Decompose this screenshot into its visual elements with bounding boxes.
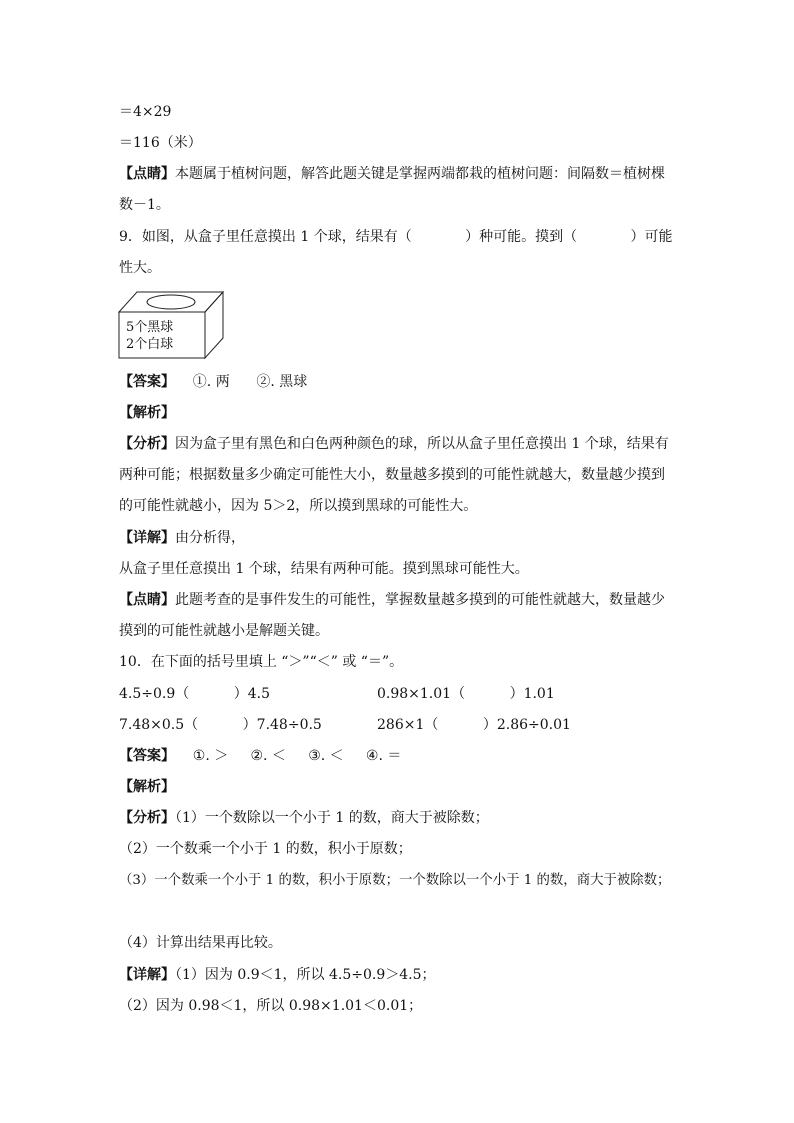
answer-tag: 【答案】 [119,374,175,390]
q10-row1-left: 4.5÷0.9（ ）4.5 [119,686,271,702]
fenxi-text: 因为盒子里有黑色和白色两种颜色的球，所以从盒子里任意摸出 1 个球，结果有 [175,436,669,452]
q10-fenxi-line-4: （4）计算出结果再比较。 [119,935,282,951]
q9-fenxi-line-3: 的可能性就越小，因为 5＞2，所以摸到黑球的可能性大。 [119,498,478,514]
label-black-balls: 5个黑球 [126,320,174,335]
comment-text: 本题属于植树问题，解答此题关键是掌握两端都栽的植树问题：间隔数＝植树棵 [175,166,665,182]
q9-dianjing-line-2: 摸到的可能性就越小是解题关键。 [119,623,329,639]
ball-box-drawing [117,290,225,360]
prev-comment-line-1 [119,164,665,184]
prev-solution-line-1: ＝4×29 [119,104,172,120]
fenxi-text: （1）一个数除以一个小于 1 的数，商大于被除数； [175,810,489,826]
q10-row2-left: 7.48×0.5（ ）7.48÷0.5 [119,717,322,733]
xiangjie-text: 由分析得， [175,530,245,546]
q10-row2-right: 286×1（ ）2.86÷0.01 [377,717,571,733]
q10-stem: 10．在下面的括号里填上 “＞”“＜” 或 “＝”。 [119,654,404,670]
answer-text: ①. ＞ ②. ＜ ③. ＜ ④. ＝ [175,748,402,764]
q9-xiangjie-line-1 [119,528,245,548]
prev-comment-line-2: 数－1。 [119,197,170,213]
q9-answer [119,372,307,392]
fenxi-tag: 【分析】 [119,810,175,826]
q10-fenxi-line-1 [119,808,489,828]
prev-solution-line-2: ＝116（米） [119,135,202,151]
q10-row1-right: 0.98×1.01（ ）1.01 [377,686,555,702]
q9-fenxi-line-1 [119,434,669,454]
q10-analysis-tag: 【解析】 [119,779,175,795]
xiangjie-tag: 【详解】 [119,967,175,983]
answer-text: ①. 两 ②. 黑球 [175,374,308,390]
fenxi-tag: 【分析】 [119,436,175,452]
q9-box-figure [117,290,225,360]
label-white-balls: 2个白球 [126,337,174,352]
q9-stem-line-1: 9．如图，从盒子里任意摸出 1 个球，结果有（ ）种可能。摸到（ ）可能 [119,229,673,245]
xiangjie-tag: 【详解】 [119,530,175,546]
q10-xiangjie-line-2: （2）因为 0.98＜1，所以 0.98×1.01＜0.01； [119,998,423,1014]
q10-fenxi-line-2: （2）一个数乘一个小于 1 的数，积小于原数； [119,841,412,857]
q9-xiangjie-line-2: 从盒子里任意摸出 1 个球，结果有两种可能。摸到黑球可能性大。 [119,561,529,577]
dianjing-tag: 【点睛】 [119,592,175,608]
answer-tag: 【答案】 [119,748,175,764]
q10-fenxi-line-3: （3）一个数乘一个小于 1 的数，积小于原数；一个数除以一个小于 1 的数，商大于被除数； [119,873,671,888]
q9-stem-line-2: 性大。 [119,260,161,276]
q10-answer [119,746,401,766]
comment-tag: 【点睛】 [119,166,175,182]
box-opening [147,295,195,309]
dianjing-text: 此题考查的是事件发生的可能性，掌握数量越多摸到的可能性就越大，数量越少 [175,592,665,608]
xiangjie-text: （1）因为 0.9＜1，所以 4.5÷0.9＞4.5； [175,967,436,983]
q9-fenxi-line-2: 两种可能；根据数量多少确定可能性大小，数量越多摸到的可能性就越大，数量越少摸到 [119,467,665,483]
q9-dianjing-line-1 [119,590,665,610]
q9-analysis-tag: 【解析】 [119,405,175,421]
q10-xiangjie-line-1 [119,965,436,985]
